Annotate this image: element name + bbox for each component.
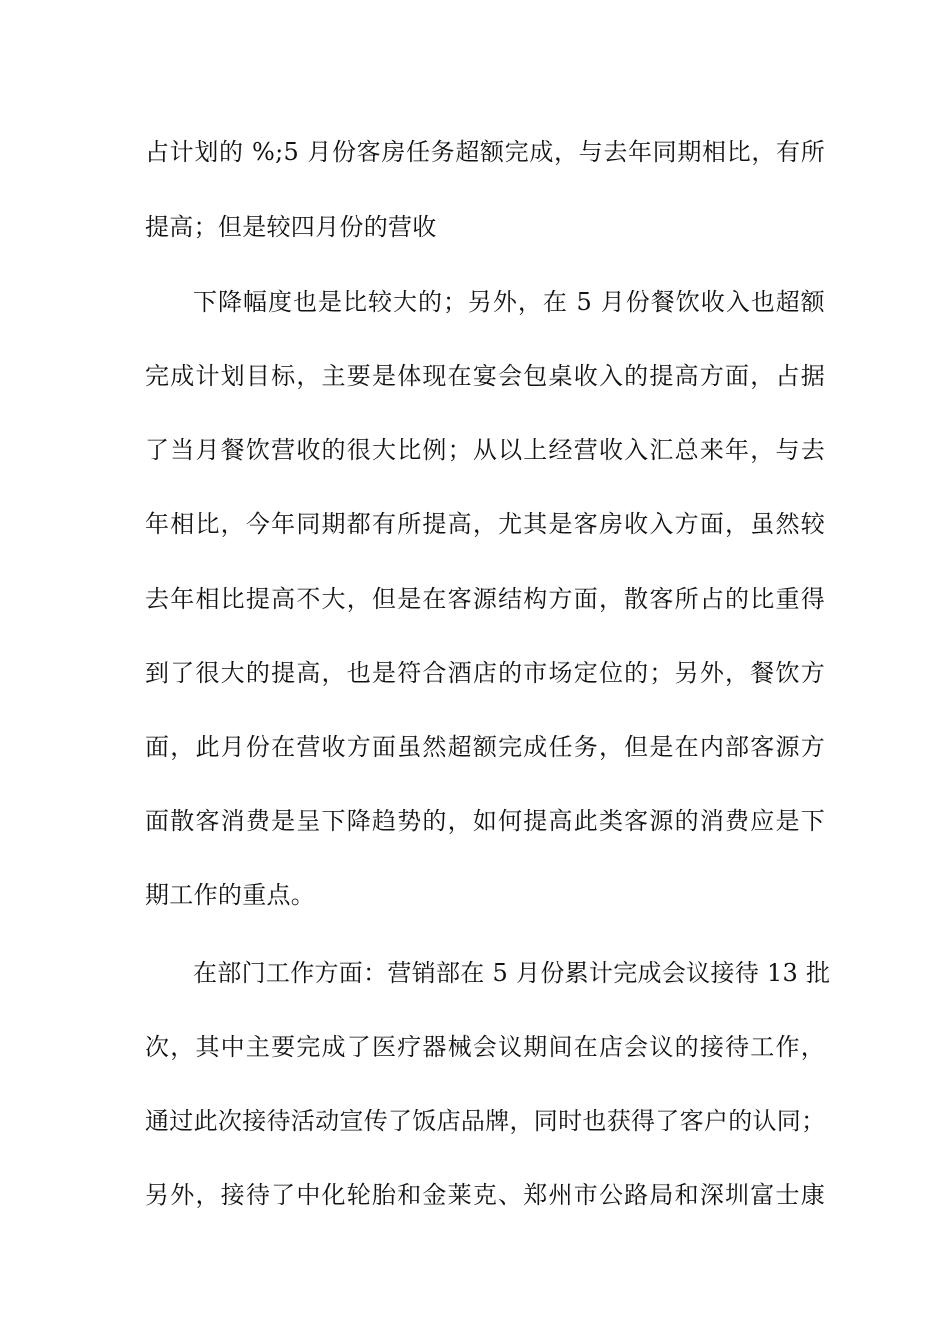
- text-line: 到了很大的提高，也是符合酒店的市场定位的；另外，餐饮方: [145, 659, 825, 687]
- text-line: 年相比，今年同期都有所提高，尤其是客房收入方面，虽然较: [145, 510, 825, 538]
- text-line: 提高；但是较四月份的营收: [145, 213, 437, 241]
- text-line: 了当月餐饮营收的很大比例；从以上经营收入汇总来年，与去: [145, 436, 825, 464]
- text-line: 期工作的重点。: [145, 881, 316, 909]
- text-line: 通过此次接待活动宣传了饭店品牌，同时也获得了客户的认同；: [145, 1107, 826, 1135]
- text-line: 占计划的 %;5 月份客房任务超额完成，与去年同期相比，有所: [145, 138, 825, 166]
- text-line: 完成计划目标，主要是体现在宴会包桌收入的提高方面，占据: [145, 362, 825, 390]
- text-line: 次，其中主要完成了医疗器械会议期间在店会议的接待工作，: [145, 1033, 825, 1061]
- text-line: 另外，接待了中化轮胎和金莱克、郑州市公路局和深圳富士康: [145, 1181, 825, 1209]
- text-line: 去年相比提高不大，但是在客源结构方面，散客所占的比重得: [145, 585, 825, 613]
- paragraph-start-line: 在部门工作方面：营销部在 5 月份累计完成会议接待 13 批: [193, 959, 831, 987]
- text-line: 面散客消费是呈下降趋势的，如何提高此类客源的消费应是下: [145, 807, 825, 835]
- text-line: 面，此月份在营收方面虽然超额完成任务，但是在内部客源方: [145, 733, 825, 761]
- paragraph-start-line: 下降幅度也是比较大的；另外，在 5 月份餐饮收入也超额: [193, 288, 825, 316]
